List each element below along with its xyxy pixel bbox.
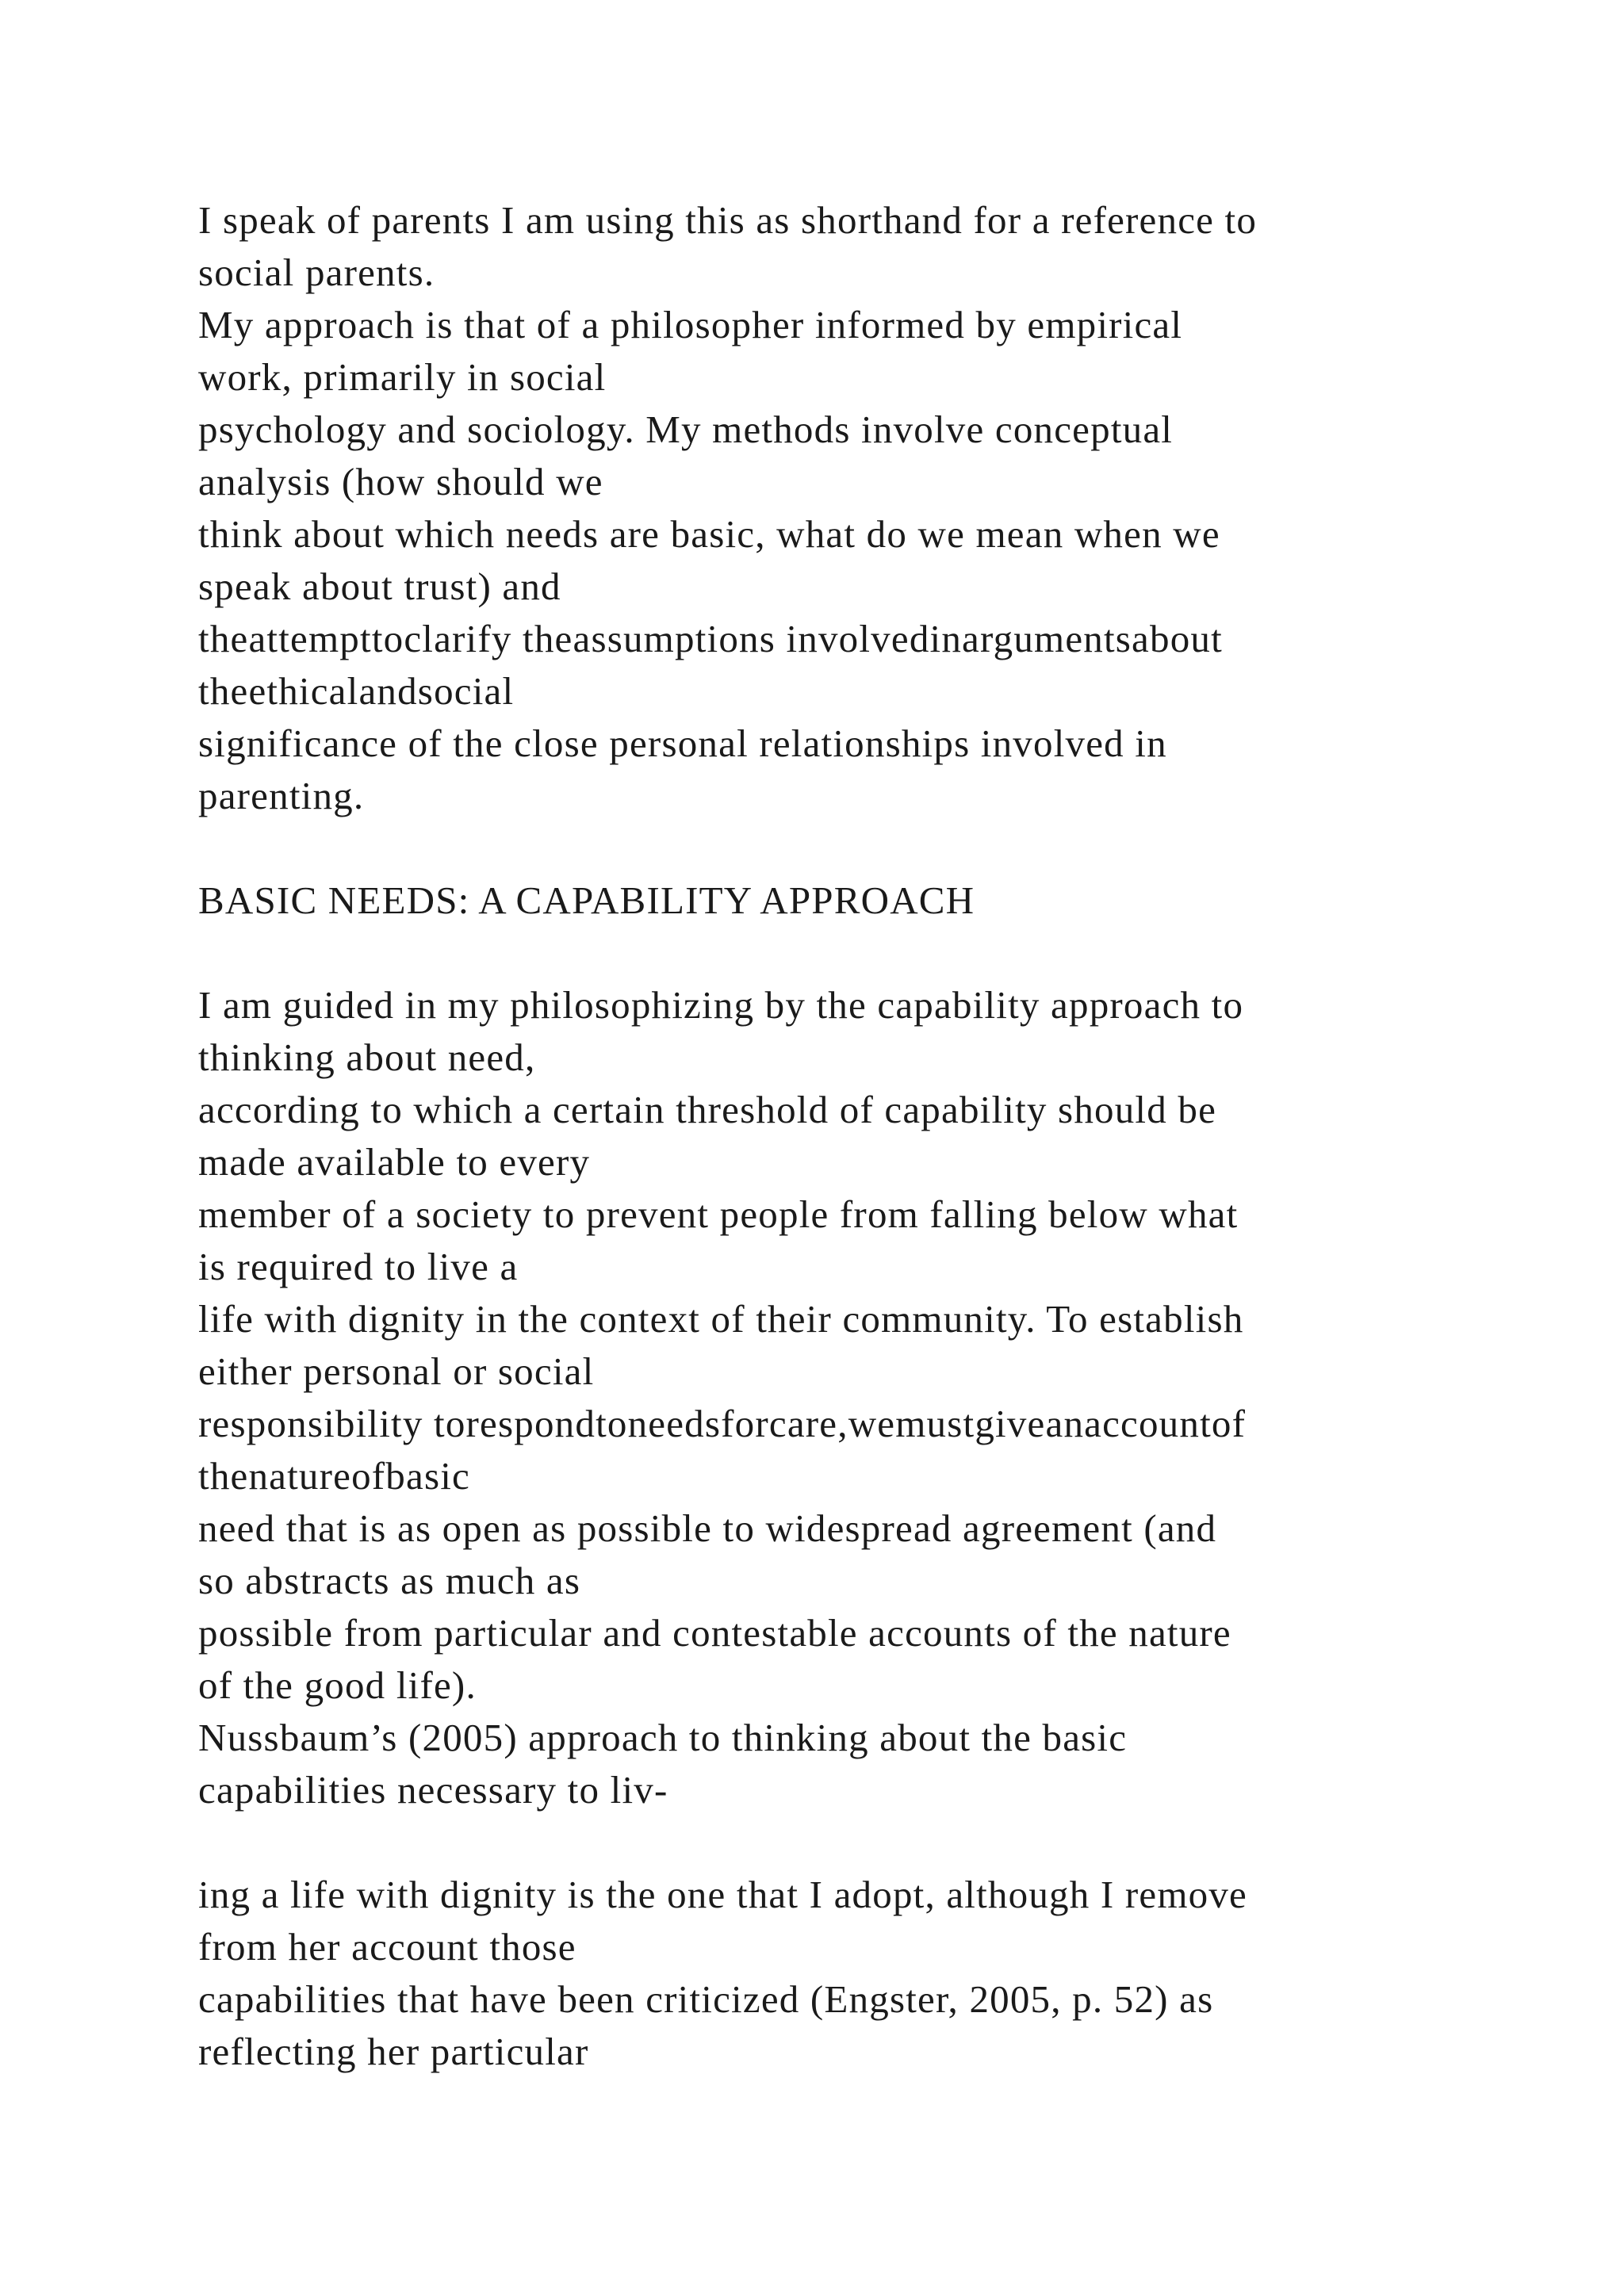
spacer [198, 1816, 1515, 1869]
text-line: analysis (how should we [198, 460, 603, 503]
text-line: from her account those [198, 1925, 576, 1969]
text-line: capabilities that have been criticized (Engster, 2005, p. 52) as [198, 1977, 1214, 2021]
text-line: psychology and sociology. My methods involve conceptual [198, 408, 1174, 451]
text-line: reflecting her particular [198, 2030, 589, 2073]
spacer [198, 822, 1515, 874]
text-line: I speak of parents I am using this as shorthand for a reference to [198, 198, 1258, 242]
text-line: so abstracts as much as [198, 1559, 581, 1602]
text-line: thinking about need, [198, 1035, 536, 1079]
document-page [198, 194, 1515, 2078]
text-line: capabilities necessary to liv- [198, 1768, 668, 1812]
text-line: theethicalandsocial [198, 669, 515, 713]
paragraph-intro [198, 194, 1515, 822]
text-line: life with dignity in the context of their community. To establish [198, 1297, 1244, 1341]
text-line: member of a society to prevent people from falling below what [198, 1192, 1239, 1236]
text-line: need that is as open as possible to widespread agreement (and [198, 1506, 1217, 1550]
section-heading: BASIC NEEDS: A CAPABILITY APPROACH [198, 878, 975, 922]
text-line: ing a life with dignity is the one that I adopt, although I remove [198, 1873, 1247, 1916]
text-line: Nussbaum’s (2005) approach to thinking about the basic [198, 1716, 1128, 1759]
text-line: My approach is that of a philosopher informed by empirical [198, 303, 1183, 346]
text-line: think about which needs are basic, what do we mean when we [198, 512, 1220, 556]
spacer [198, 927, 1515, 979]
text-line: is required to live a [198, 1245, 519, 1288]
text-line: thenatureofbasic [198, 1454, 470, 1498]
text-line: made available to every [198, 1140, 591, 1184]
text-line: significance of the close personal relationships involved in [198, 721, 1167, 765]
text-line: I am guided in my philosophizing by the capability approach to [198, 983, 1244, 1027]
text-line: speak about trust) and [198, 564, 561, 608]
text-line: of the good life). [198, 1663, 477, 1707]
text-line: work, primarily in social [198, 355, 607, 399]
text-line: responsibility torespondtoneedsforcare,wemustgiveanaccountof [198, 1402, 1247, 1445]
text-line: either personal or social [198, 1349, 595, 1393]
text-line: theattempttoclarify theassumptions involvedinargumentsabout [198, 617, 1223, 660]
paragraph-capability [198, 979, 1515, 1816]
text-line: parenting. [198, 774, 365, 817]
text-line: according to which a certain threshold of capability should be [198, 1088, 1217, 1131]
paragraph-nussbaum-continued [198, 1869, 1515, 2078]
text-line: possible from particular and contestable accounts of the nature [198, 1611, 1231, 1655]
text-line: social parents. [198, 251, 435, 294]
